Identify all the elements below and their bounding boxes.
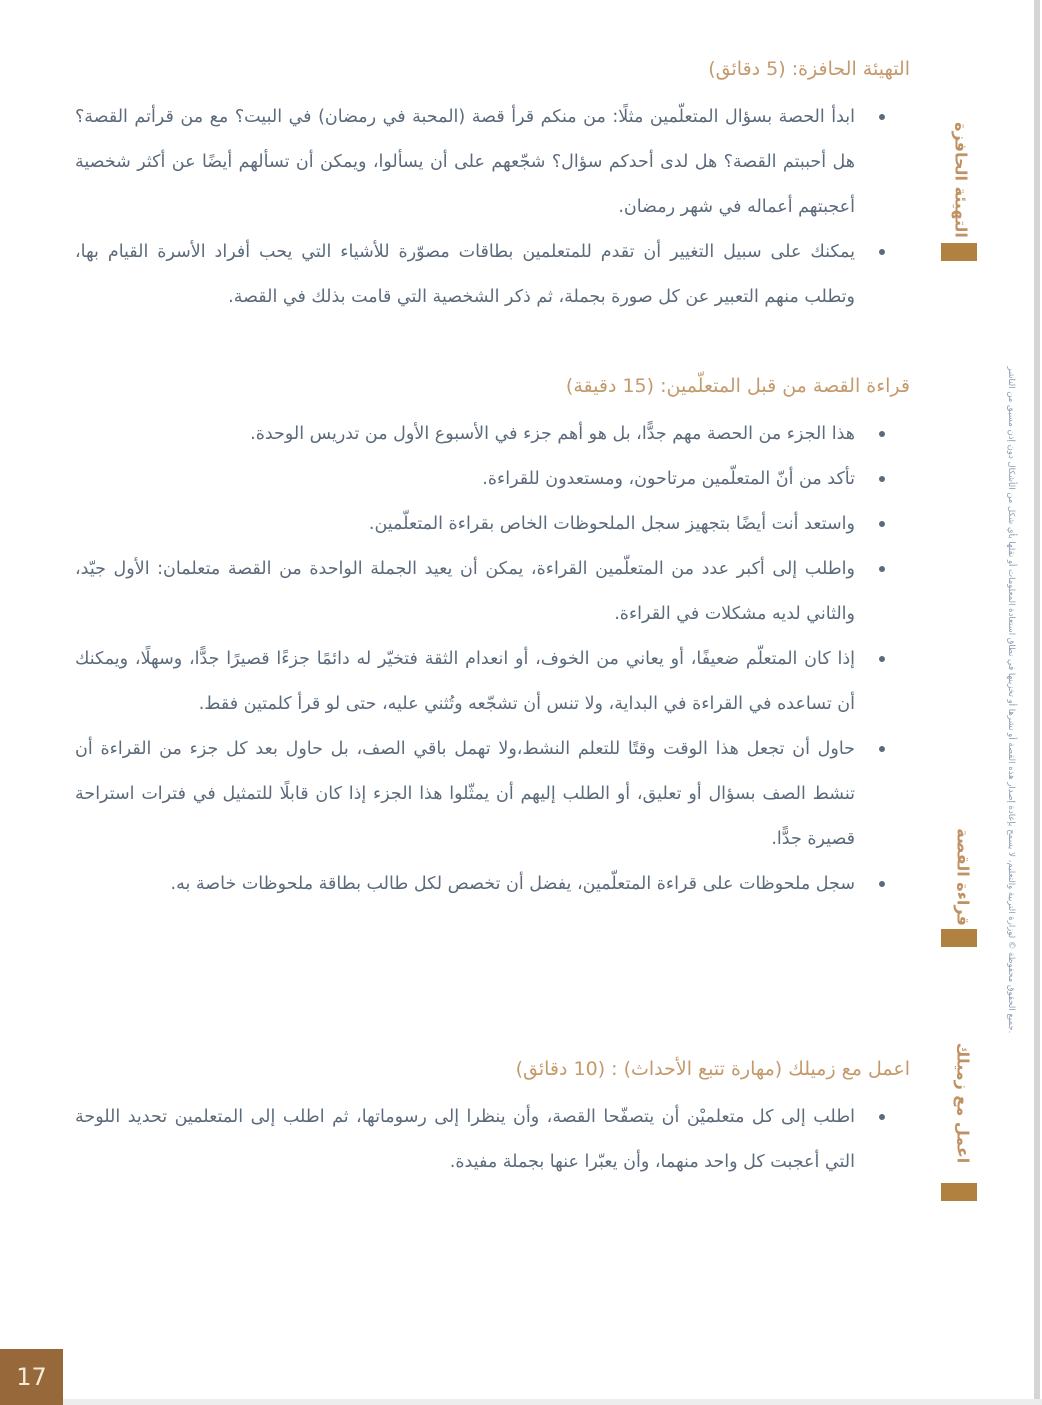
bullet-dot-icon <box>879 656 885 662</box>
section-warmup-list <box>75 95 910 320</box>
bullet-dot-icon <box>879 431 885 437</box>
sidebar-tab-reading: قراءة القصة <box>953 828 973 926</box>
bullet-item <box>75 727 910 862</box>
bullet-dot-icon <box>879 521 885 527</box>
bullet-item <box>75 862 910 907</box>
section-reading-list <box>75 412 910 907</box>
bullet-item <box>75 95 910 230</box>
bullet-text: يمكنك على سبيل التغيير أن تقدم للمتعلمين بطاقات مصوّرة للأشياء التي يحب أفراد الأسرة القيام بها، وتطلب منهم التعبير عن كل صورة بجملة، ثم ذكر الشخصية التي قامت بذلك في القصة. <box>75 242 855 307</box>
bullet-dot-icon <box>879 746 885 752</box>
bullet-text: تأكد من أنّ المتعلّمين مرتاحون، ومستعدون للقراءة. <box>482 469 855 489</box>
bullet-dot-icon <box>879 566 885 572</box>
sidebar-tab-warmup: التهيئة الحافزة <box>951 122 971 238</box>
bullet-text: هذا الجزء من الحصة مهم جدًّا، بل هو أهم جزء في الأسبوع الأول من تدريس الوحدة. <box>250 424 855 444</box>
section-pairwork-list <box>75 1095 910 1185</box>
bullet-text: واطلب إلى أكبر عدد من المتعلّمين القراءة، يمكن أن يعيد الجملة الواحدة من القصة متعلمان: الأول جيّد، والثاني لديه مشكلات في القراءة. <box>75 559 855 624</box>
page-number: 17 <box>16 1363 47 1391</box>
bullet-dot-icon <box>879 881 885 887</box>
bullet-item <box>75 547 910 637</box>
section-pairwork-heading: اعمل مع زميلك (مهارة تتبع الأحداث) : (10 دقائق) <box>515 1058 910 1080</box>
sidebar-tab-reading-marker <box>941 929 977 947</box>
sidebar-tab-pairwork-marker <box>941 1183 977 1201</box>
bullet-text: حاول أن تجعل هذا الوقت وقتًا للتعلم النشط،ولا تهمل باقي الصف، بل حاول بعد كل جزء من القراءة أن تنشط الصف بسؤال أو تعليق، أو الطلب إليهم أن يمثّلوا هذا الجزء إذا كان قابلًا للتمثيل في فترات استراحة قصيرة جدًّا. <box>75 739 855 849</box>
bullet-item <box>75 457 910 502</box>
section-warmup-heading: التهيئة الحافزة: (5 دقائق) <box>708 58 910 80</box>
bullet-text: واستعد أنت أيضًا بتجهيز سجل الملحوظات الخاص بقراءة المتعلّمين. <box>368 514 855 534</box>
page-number-box <box>0 1349 63 1405</box>
page-edge-bottom <box>63 1399 1042 1405</box>
main-content <box>75 0 910 1185</box>
bullet-dot-icon <box>879 476 885 482</box>
bullet-text: ابدأ الحصة بسؤال المتعلّمين مثلًا: من منكم قرأ قصة (المحبة في رمضان) في البيت؟ مع من قرأتم القصة؟ هل أحببتم القصة؟ هل لدى أحدكم سؤال؟ شجّعهم على أن يسألوا، ويمكن أن تسألهم أيضًا عن أكثر شخصية أعجبتهم أعماله في شهر رمضان. <box>75 107 855 217</box>
section-reading <box>75 372 910 907</box>
bullet-text: اطلب إلى كل متعلميْن أن يتصفّحا القصة، وأن ينظرا إلى رسوماتها، ثم اطلب إلى المتعلمين تحديد اللوحة التي أعجبت كل واحد منهما، وأن يعبّرا عنها بجملة مفيدة. <box>75 1107 855 1172</box>
bullet-text: سجل ملحوظات على قراءة المتعلّمين، يفضل أن تخصص لكل طالب بطاقة ملحوظات خاصة به. <box>170 874 855 894</box>
bullet-item <box>75 230 910 320</box>
section-reading-heading: قراءة القصة من قبل المتعلّمين: (15 دقيقة) <box>565 375 910 397</box>
sidebar-tab-warmup-marker <box>941 243 977 261</box>
bullet-text: إذا كان المتعلّم ضعيفًا، أو يعاني من الخوف، أو انعدام الثقة فتخيّر له دائمًا جزءًا قصيرًا جدًّا، وسهلًا، ويمكنك أن تساعده في القراءة في البداية، ولا تنس أن تشجّعه وتُثني عليه، حتى لو قرأ كلمتين فقط. <box>75 649 855 714</box>
section-warmup <box>75 55 910 320</box>
copyright-notice: جميع الحقوق محفوظة © لوزارة التربية والتعليم، لا يسمح بإعادة إصدار هذه القصة أو نشرها أو تخزينها في نطاق استعادة المعلومات أو نقلها بأي شكل من الأشكال دون إذن مسبق من الناشر. <box>1006 366 1016 1034</box>
bullet-dot-icon <box>879 1114 885 1120</box>
section-pairwork <box>75 1055 910 1185</box>
bullet-item <box>75 637 910 727</box>
bullet-item <box>75 1095 910 1185</box>
page-edge-right <box>1034 0 1040 1405</box>
bullet-item <box>75 412 910 457</box>
bullet-item <box>75 502 910 547</box>
bullet-dot-icon <box>879 114 885 120</box>
bullet-dot-icon <box>879 249 885 255</box>
sidebar-tab-pairwork: اعمل مع زميلك <box>953 1042 973 1164</box>
